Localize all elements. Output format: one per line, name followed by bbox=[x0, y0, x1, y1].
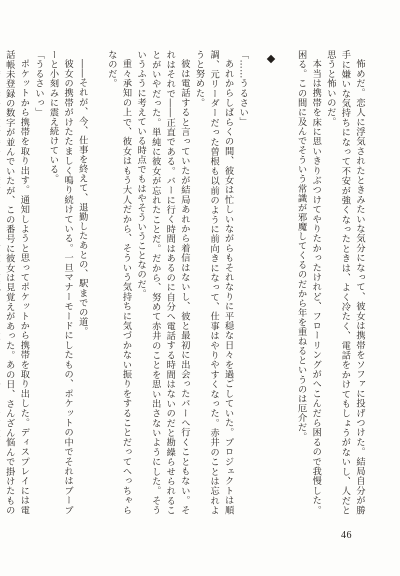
paragraph-6: ――それが、今、仕事を終えて、退勤したあとの、駅までの道。 bbox=[76, 59, 88, 337]
paragraph-7: 彼女の携帯がけたたましく鳴り続けている。一旦マナーモードにしたもの、ポケットの中でそれはブーブーと小刻みに震え続けている。 bbox=[47, 50, 74, 515]
paragraph-5: 重々承知の上で、彼女はもう大人だから、そういう気持ちに気づかない振りをすることだってへっちゃらなのだ。 bbox=[105, 50, 132, 515]
paragraph-8: ポケットから携帯を取り出す。通知しようと思ってポケットから携帯を取り出した。ディスプレイには電話帳未登録の数字が並んでいたが、この番号に彼女は見覚えがあった。あの日、さんざん悩んで掛けたもの bbox=[3, 50, 30, 515]
blank-line bbox=[89, 50, 104, 515]
diamond-ornament-icon bbox=[267, 55, 275, 63]
blank-line bbox=[278, 50, 293, 515]
paragraph-3: あれからしばらくの間、彼女は忙しいながらもそれなりに平穏な日々を過ごしていた。プロジェクトは順調、元リーダーだった曽根も以前のように前向きになって、仕事はやりやすくなった。赤井のことは忘れようと努めた。 bbox=[193, 50, 234, 515]
section-break bbox=[264, 50, 279, 515]
blank-line bbox=[249, 50, 264, 515]
paragraph-1: 怖めだ。恋人に浮気されたときみたいな気分になって、彼女は携帯をソファに投げつけた。結局自分が勝手に嫌いな気持ちになって不安が強くなったときは、よく冷たく、電話をかけてもしょうがないし、人だと思うと怖いのだ。 bbox=[324, 50, 365, 515]
dialogue-line-1: 「……うるさい」 bbox=[237, 50, 249, 127]
vertical-body-text bbox=[3, 50, 366, 515]
paragraph-2: 本当は携帯を床に思いきりぶつけてやりたかったけれど、フローリングがへこんだら困るので我慢した。困る。この間に及んでそういう常識が邪魔してくるのだから年を重ねるというのは厄介だ。 bbox=[295, 50, 322, 515]
paragraph-4: 彼は電話すると言っていたが結局あれから着信はないし、彼と最初に出会ったバーへ行くこともない。それはそれで――正直である。バーに行く時間はあるのに自分へ電話する時間はないのだと勘繰らせられることがいやだった。単純に彼女が忘れたことだ。だから、努めて赤井のことを思い出さないようにした。そういうふうに考えている時点でもはやそういうことなのだ。 bbox=[135, 50, 190, 515]
dialogue-line-2: 「うるさいっ」 bbox=[32, 50, 44, 117]
page-number: 46 bbox=[341, 530, 352, 541]
